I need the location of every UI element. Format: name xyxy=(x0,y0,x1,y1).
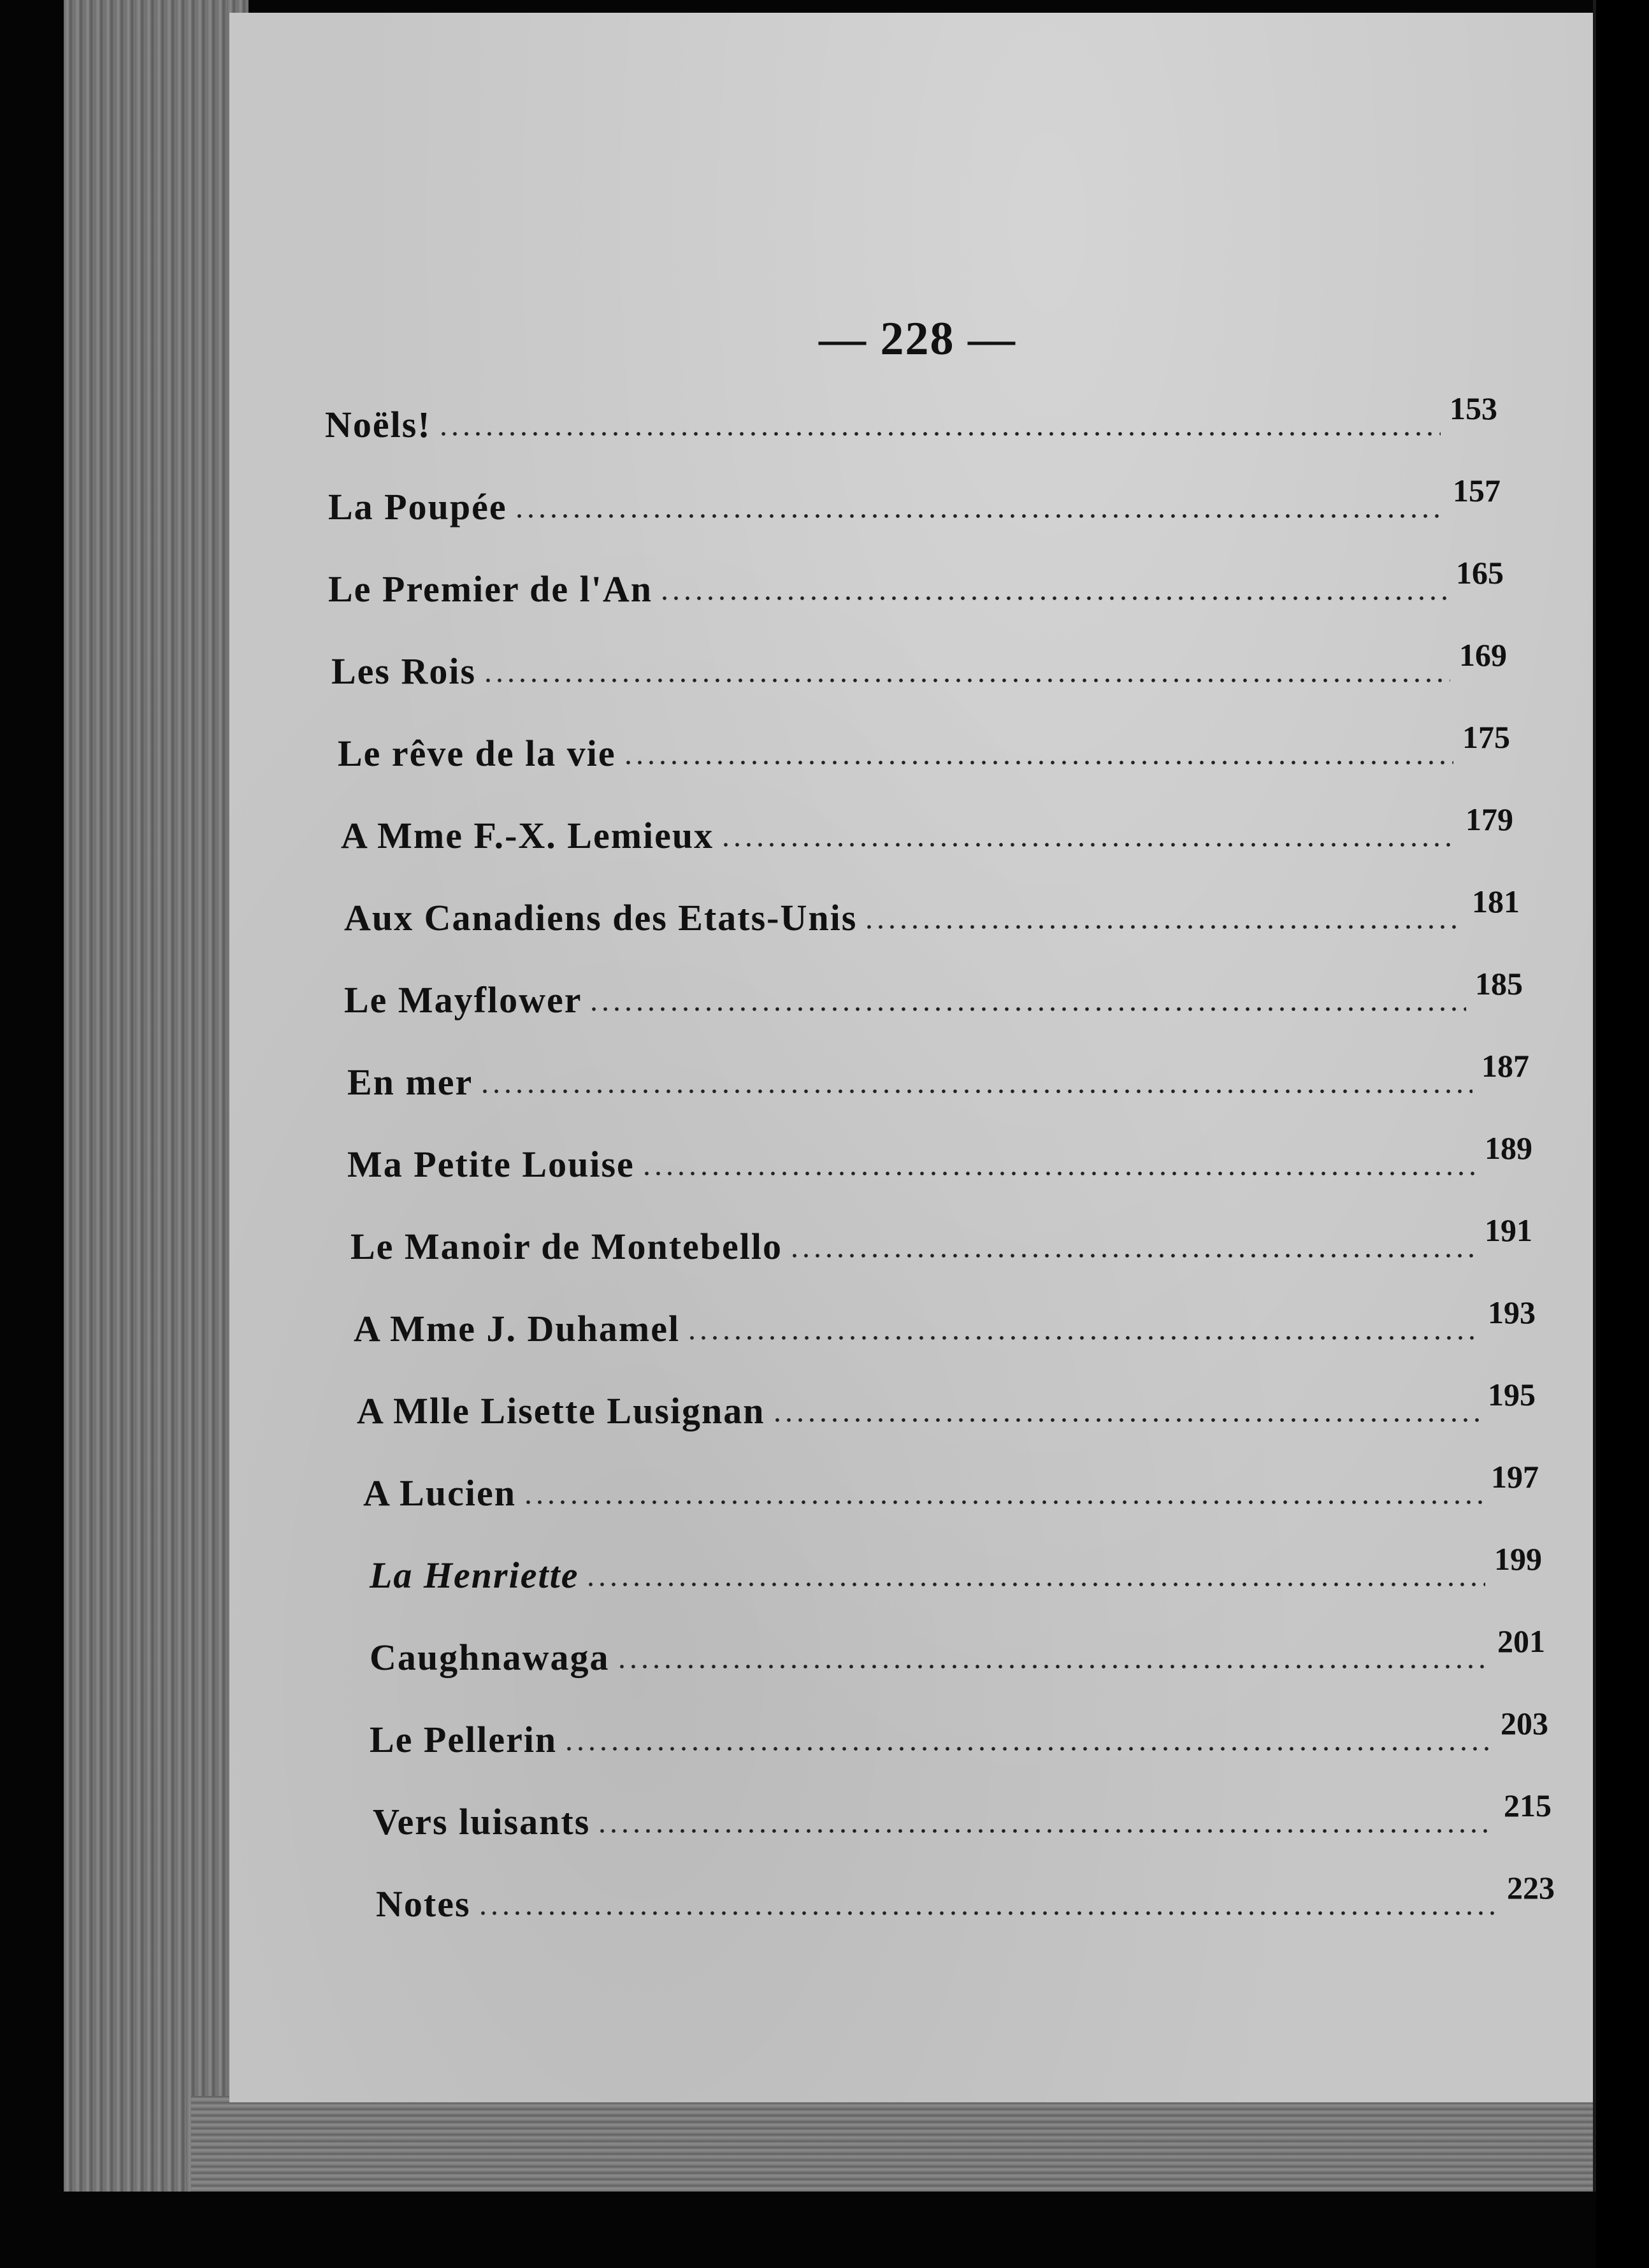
toc-dot-leader xyxy=(623,761,1453,764)
toc-entry xyxy=(370,1623,1545,1680)
toc-dot-leader xyxy=(477,1911,1498,1915)
book-page-edges xyxy=(64,0,248,2192)
toc-entry-page: 157 xyxy=(1453,473,1501,508)
toc-entry xyxy=(357,1376,1536,1433)
toc-entry xyxy=(328,554,1504,612)
toc-entry-page: 169 xyxy=(1459,637,1507,673)
toc-entry-title: A Mme F.-X. Lemieux xyxy=(341,815,714,856)
toc-dot-leader xyxy=(482,678,1450,682)
toc-entry-page: 199 xyxy=(1494,1541,1542,1577)
toc-entry xyxy=(331,636,1507,694)
toc-entry-title: A Mlle Lisette Lusignan xyxy=(357,1390,765,1432)
toc-entry-page: 153 xyxy=(1450,391,1497,426)
toc-entry-title: Notes xyxy=(376,1883,471,1925)
book-page-edges-bottom xyxy=(191,2096,1593,2192)
toc-entry-page: 203 xyxy=(1501,1705,1548,1741)
toc-entry-page: 187 xyxy=(1481,1048,1529,1084)
toc-entry xyxy=(325,390,1497,447)
toc-entry xyxy=(373,1787,1552,1844)
toc-dot-leader xyxy=(720,843,1457,847)
toc-entry-title: Le rêve de la vie xyxy=(338,733,616,774)
toc-entry xyxy=(370,1705,1548,1762)
toc-entry xyxy=(338,719,1510,776)
toc-entry xyxy=(376,1869,1555,1927)
toc-dot-leader xyxy=(479,1089,1473,1093)
toc-entry xyxy=(344,883,1520,940)
toc-dot-leader xyxy=(616,1665,1488,1669)
toc-entry-title: A Lucien xyxy=(363,1472,516,1514)
page-number: — 228 — xyxy=(819,313,1016,365)
toc-entry-page: 179 xyxy=(1465,801,1513,837)
toc-entry-page: 193 xyxy=(1488,1295,1536,1330)
toc-dot-leader xyxy=(514,514,1444,518)
toc-entry-title: Le Pellerin xyxy=(370,1719,558,1760)
toc-entry xyxy=(347,1047,1529,1105)
toc-entry-page: 215 xyxy=(1504,1788,1552,1823)
toc-entry xyxy=(354,1294,1536,1351)
toc-entry-page: 175 xyxy=(1462,719,1510,755)
toc-entry xyxy=(344,965,1523,1023)
toc-entry-title: Noëls! xyxy=(325,404,431,445)
toc-entry xyxy=(370,1540,1542,1598)
toc-entry-title: Caughnawaga xyxy=(370,1637,610,1678)
toc-entry xyxy=(347,1130,1532,1187)
toc-entry-page: 197 xyxy=(1491,1459,1539,1495)
toc-entry-title: Le Manoir de Montebello xyxy=(350,1226,783,1267)
toc-dot-leader xyxy=(585,1583,1485,1586)
toc-dot-leader xyxy=(789,1254,1476,1258)
toc-dot-leader xyxy=(641,1172,1476,1175)
toc-dot-leader xyxy=(438,432,1441,436)
toc-entry-page: 223 xyxy=(1507,1870,1555,1906)
toc-entry-title: Le Mayflower xyxy=(344,979,582,1021)
toc-dot-leader xyxy=(659,596,1447,600)
toc-entry-title: Les Rois xyxy=(331,650,477,692)
toc-dot-leader xyxy=(588,1007,1466,1011)
toc-entry-title: Aux Canadiens des Etats-Unis xyxy=(344,897,858,938)
toc-entry-page: 189 xyxy=(1485,1130,1532,1166)
toc-dot-leader xyxy=(863,925,1463,929)
toc-entry-title: A Mme J. Duhamel xyxy=(354,1308,680,1349)
toc-entry-page: 165 xyxy=(1456,555,1504,591)
toc-entry xyxy=(328,472,1501,529)
toc-entry xyxy=(363,1458,1539,1516)
toc-entry-title: La Henriette xyxy=(370,1554,579,1596)
toc-dot-leader xyxy=(772,1418,1479,1422)
toc-dot-leader xyxy=(563,1747,1492,1751)
toc-entry xyxy=(350,1212,1532,1269)
toc-entry-title: Vers luisants xyxy=(373,1801,591,1842)
toc-entry-page: 201 xyxy=(1497,1623,1545,1659)
toc-entry-title: Le Premier de l'An xyxy=(328,568,653,610)
toc-entry-title: En mer xyxy=(347,1061,473,1103)
toc-entry-page: 195 xyxy=(1488,1377,1536,1412)
toc-entry xyxy=(341,801,1513,858)
toc-entry-title: La Poupée xyxy=(328,486,507,528)
toc-entry-page: 181 xyxy=(1472,884,1520,919)
toc-entry-page: 185 xyxy=(1475,966,1523,1001)
scan-right-border xyxy=(1596,0,1649,2268)
toc-dot-leader xyxy=(522,1500,1482,1504)
toc-entry-page: 191 xyxy=(1485,1212,1532,1248)
toc-dot-leader xyxy=(686,1336,1479,1340)
toc-dot-leader xyxy=(596,1829,1495,1833)
toc-entry-title: Ma Petite Louise xyxy=(347,1144,635,1185)
